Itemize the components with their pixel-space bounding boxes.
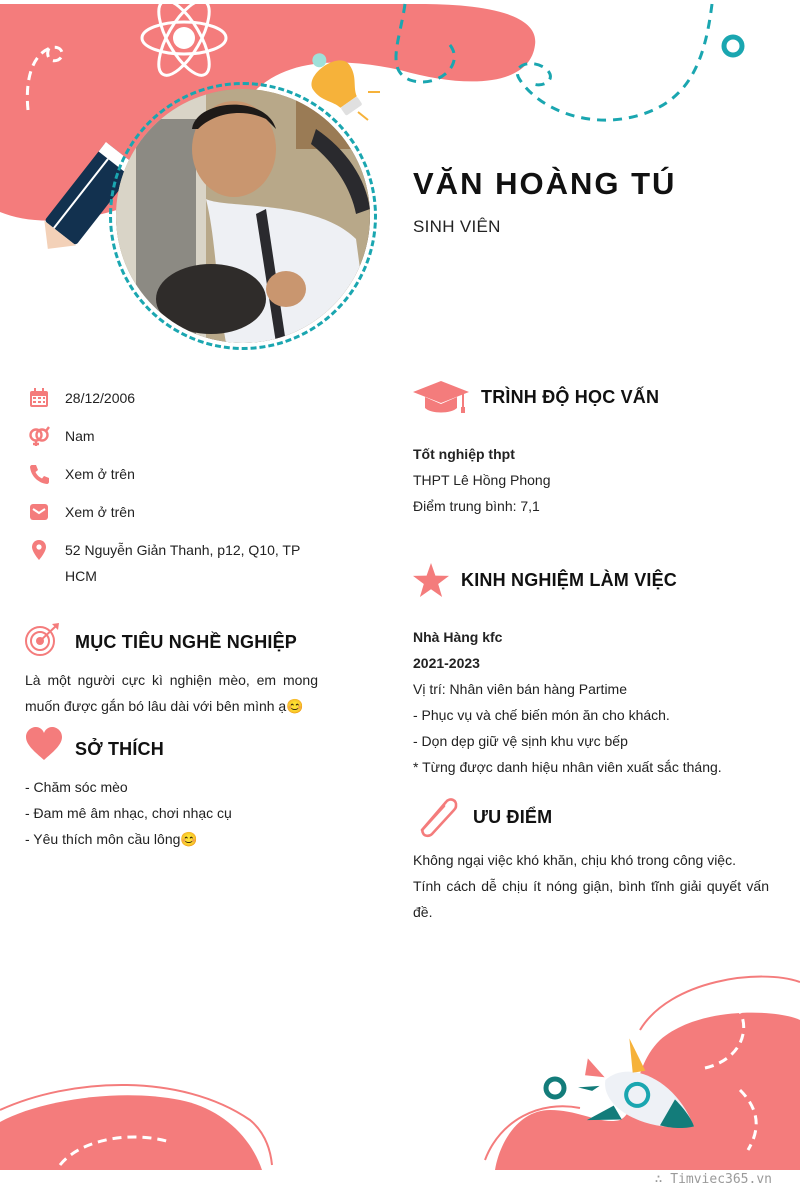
- watermark: ∴ Timviec365.vn: [654, 1172, 772, 1187]
- calendar-icon: [28, 387, 50, 409]
- experience-duty: - Phục vụ và chế biến món ăn cho khách.: [413, 707, 670, 723]
- email-icon: [28, 501, 50, 523]
- experience-period: 2021-2023: [413, 655, 480, 671]
- phone-text: Xem ở trên: [65, 466, 135, 482]
- candidate-name: VĂN HOÀNG TÚ: [413, 166, 677, 201]
- teal-ring-bottom-icon: [546, 1079, 564, 1097]
- phone-icon: [28, 463, 50, 485]
- avatar: [116, 89, 370, 343]
- graduation-cap-icon: [413, 381, 469, 415]
- contact-email: [28, 501, 318, 525]
- experience-position: Vị trí: Nhân viên bán hàng Partime: [413, 681, 628, 697]
- education-title: TRÌNH ĐỘ HỌC VẤN: [481, 387, 660, 407]
- strengths-line-2: Tính cách dễ chịu ít nóng giận, bình tĩnh giải quyết vấn: [413, 878, 769, 894]
- hobbies-list: [25, 774, 318, 852]
- objective-text: [25, 667, 318, 719]
- star-icon: [413, 563, 449, 597]
- address-line-2: HCM: [65, 568, 97, 584]
- strengths-text: [413, 847, 769, 925]
- strengths-title: ƯU ĐIỂM: [473, 807, 553, 827]
- experience-duty: - Dọn dẹp giữ vệ sịnh khu vực bếp: [413, 733, 628, 749]
- education-gpa: Điểm trung bình: 7,1: [413, 498, 540, 514]
- hobbies-title: SỞ THÍCH: [75, 739, 164, 759]
- location-pin-icon: [28, 539, 50, 561]
- paperclip-icon: [416, 796, 460, 838]
- objective-line-2: muốn được gắn bó lâu dài với bên mình ạ😊: [25, 698, 304, 714]
- hobby-item: - Yêu thích môn cầu lông😊: [25, 831, 198, 847]
- email-text: Xem ở trên: [65, 504, 135, 520]
- objective-line-1: Là một người cực kì nghiện mèo, em mong: [25, 672, 318, 688]
- contact-gender: [28, 425, 318, 449]
- experience-company: Nhà Hàng kfc: [413, 629, 503, 645]
- address-text: [65, 537, 300, 589]
- target-icon: [24, 623, 60, 657]
- hobby-item: - Đam mê âm nhạc, chơi nhạc cụ: [25, 805, 232, 821]
- contact-phone: [28, 463, 318, 487]
- strengths-line-1: Không ngại việc khó khăn, chịu khó trong công việc.: [413, 852, 736, 868]
- address-line-1: 52 Nguyễn Giản Thanh, p12, Q10, TP: [65, 542, 301, 558]
- gender-text: Nam: [65, 428, 95, 444]
- candidate-role: SINH VIÊN: [413, 217, 501, 236]
- education-degree: Tốt nghiệp thpt: [413, 446, 515, 462]
- teal-ring-icon: [724, 37, 742, 55]
- objective-title: MỤC TIÊU NGHỀ NGHIỆP: [75, 632, 298, 652]
- avatar-photo: [116, 89, 370, 343]
- heart-icon: [25, 727, 63, 761]
- pink-blob-bottom-left: [0, 1095, 262, 1170]
- contact-birthdate: [28, 387, 318, 411]
- education-school: THPT Lê Hồng Phong: [413, 472, 551, 488]
- birthdate-text: 28/12/2006: [65, 390, 136, 406]
- education-details: [413, 441, 773, 519]
- hobby-item: - Chăm sóc mèo: [25, 779, 128, 795]
- gender-icon: [28, 425, 50, 447]
- experience-details: [413, 624, 773, 780]
- contact-address: [28, 539, 318, 589]
- dashed-path-right: [517, 4, 712, 120]
- strengths-line-3: đề.: [413, 904, 433, 920]
- experience-title: KINH NGHIỆM LÀM VIỆC: [461, 570, 678, 590]
- experience-duty: * Từng được danh hiệu nhân viên xuất sắc tháng.: [413, 759, 722, 775]
- bottom-decoration: [0, 960, 800, 1172]
